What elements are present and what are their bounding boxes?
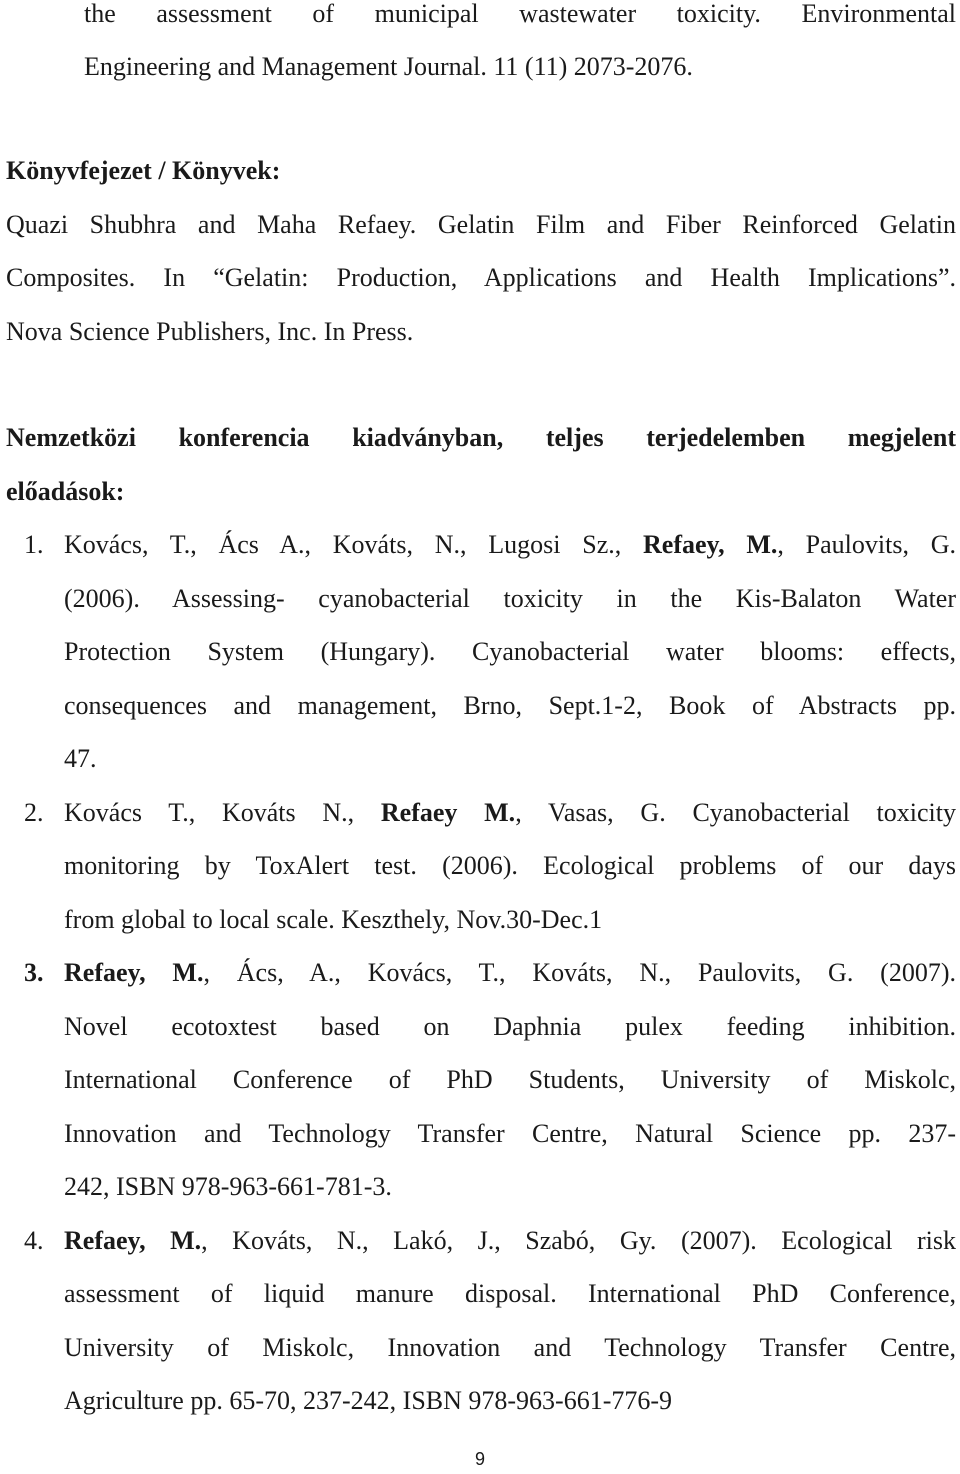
item-1-line-1: (2006). Assessing- cyanobacterial toxicity in the Kis-Balaton Water: [64, 584, 956, 613]
page-number: 9: [474, 1449, 485, 1469]
authors-text: , Vasas, G. Cyanobacterial toxicity: [515, 798, 956, 827]
item-4-line-2: University of Miskolc, Innovation and Technology Transfer Centre,: [64, 1333, 956, 1362]
item-4-authors: [64, 1225, 956, 1257]
book-line-1: Quazi Shubhra and Maha Refaey. Gelatin Film and Fiber Reinforced Gelatin: [6, 210, 956, 239]
item-4-line-3: Agriculture pp. 65-70, 237-242, ISBN 978-963-661-776-9: [64, 1386, 673, 1415]
authors-text: Kovács T., Kováts N.,: [64, 798, 381, 827]
highlighted-author: Refaey M.: [380, 798, 516, 827]
authors-text: , Paulovits, G.: [777, 530, 956, 559]
item-3-line-1: Novel ecotoxtest based on Daphnia pulex feeding inhibition.: [64, 1012, 956, 1041]
conference-heading-line-1: Nemzetközi konferencia kiadványban, teljes terjedelemben megjelent: [6, 423, 956, 452]
highlighted-author: Refaey, M.: [64, 1226, 202, 1255]
book-section-heading: Könyvfejezet / Könyvek:: [6, 156, 281, 185]
item-2-line-1: monitoring by ToxAlert test. (2006). Ecological problems of our days: [64, 851, 956, 880]
item-1-line-2: Protection System (Hungary). Cyanobacterial water blooms: effects,: [64, 637, 956, 666]
top-ref-line-1: the assessment of municipal wastewater toxicity. Environmental: [84, 0, 956, 28]
item-number: 4.: [24, 1226, 44, 1255]
authors-text: , Ács, A., Kovács, T., Kováts, N., Paulovits, G. (2007).: [203, 958, 956, 987]
top-ref-line-2: Engineering and Management Journal. 11 (11) 2073-2076.: [84, 52, 693, 81]
item-4-line-1: assessment of liquid manure disposal. International PhD Conference,: [64, 1279, 956, 1308]
item-3-line-2: International Conference of PhD Students, University of Miskolc,: [64, 1065, 956, 1094]
item-3-line-3: Innovation and Technology Transfer Centre, Natural Science pp. 237-: [64, 1119, 956, 1148]
item-1-authors: [64, 529, 956, 561]
authors-text: Kovács, T., Ács A., Kováts, N., Lugosi Sz.,: [64, 530, 643, 559]
item-2-authors: [64, 797, 956, 829]
item-number: 3.: [24, 958, 44, 987]
book-line-2: Composites. In “Gelatin: Production, Applications and Health Implications”.: [6, 263, 956, 292]
highlighted-author: Refaey, M.: [64, 958, 204, 987]
item-number: 1.: [24, 530, 44, 559]
item-3-line-4: 242, ISBN 978-963-661-781-3.: [64, 1172, 392, 1201]
conference-heading-line-2: előadások:: [6, 477, 125, 506]
authors-text: , Kováts, N., Lakó, J., Szabó, Gy. (2007). Ecological risk: [201, 1226, 957, 1255]
item-2-line-2: from global to local scale. Keszthely, Nov.30-Dec.1: [64, 905, 603, 934]
item-3-authors: [64, 957, 956, 989]
item-1-line-4: 47.: [64, 744, 97, 773]
item-number: 2.: [24, 798, 44, 827]
highlighted-author: Refaey, M.: [643, 530, 778, 559]
book-line-3: Nova Science Publishers, Inc. In Press.: [6, 317, 414, 346]
item-1-line-3: consequences and management, Brno, Sept.1-2, Book of Abstracts pp.: [64, 691, 956, 720]
